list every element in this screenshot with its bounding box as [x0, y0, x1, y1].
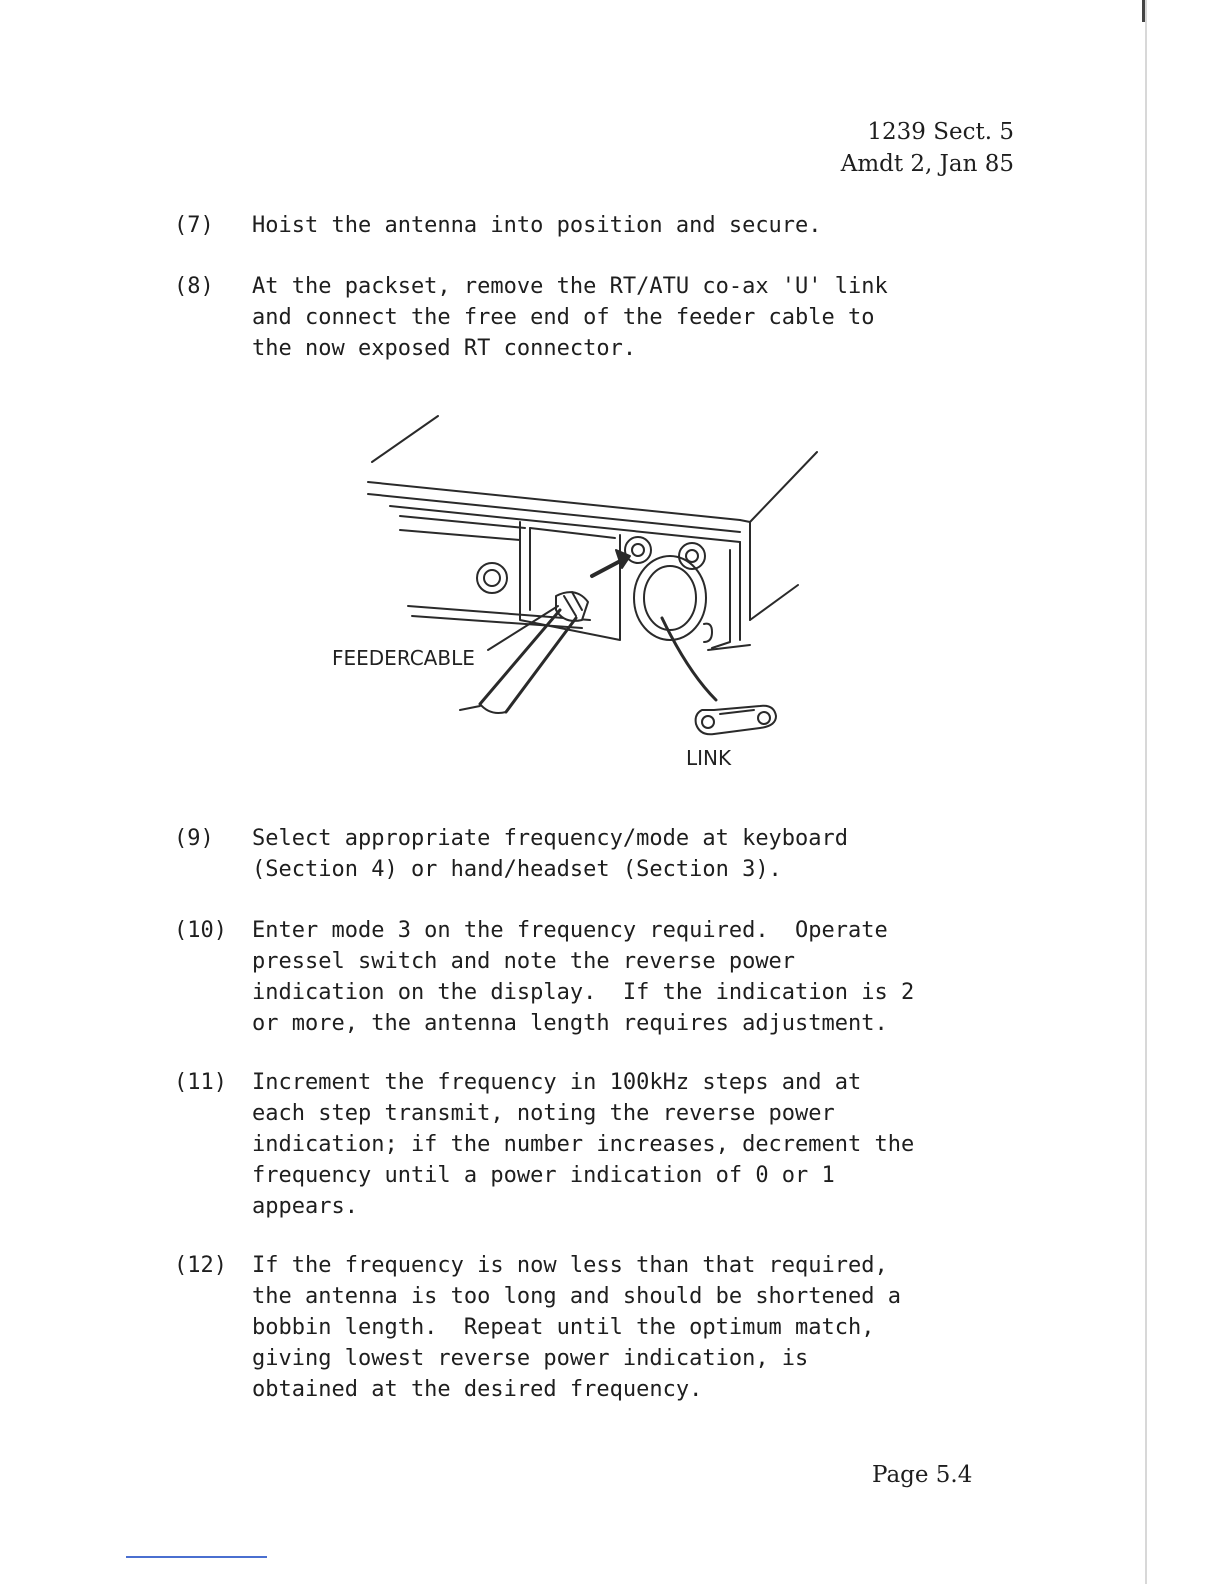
step-8: [174, 271, 1024, 364]
amendment-reference: Amdt 2, Jan 85: [840, 151, 1014, 177]
step-number: (10): [174, 918, 227, 943]
step-12: [174, 1250, 1024, 1405]
step-number: (9): [174, 826, 214, 851]
step-number: (8): [174, 274, 214, 299]
section-reference: 1239 Sect. 5: [867, 119, 1014, 145]
bottom-rule: [126, 1556, 267, 1558]
step-number: (11): [174, 1070, 227, 1095]
step-9: [174, 823, 1024, 885]
step-10: [174, 915, 1024, 1039]
page-number: Page 5.4: [872, 1462, 973, 1488]
page-edge-mark: [1142, 0, 1145, 22]
illustration-drawing: [320, 410, 820, 780]
feeder-cable-label: FEEDERCABLE: [332, 646, 475, 670]
page-edge: [1145, 0, 1147, 1584]
step-text: Hoist the antenna into position and secure.: [252, 213, 822, 238]
packset-connector-illustration: [320, 410, 820, 780]
step-text: Enter mode 3 on the frequency required. Operate pressel switch and note the reverse power indication on the display. If the indication is 2 or more, the antenna length requires adjustment.: [252, 918, 915, 1036]
step-text: If the frequency is now less than that required, the antenna is too long and should be shortened a bobbin length. Repeat until the optimum match, giving lowest reverse power indication, is obtained at the desired frequency.: [252, 1253, 902, 1402]
step-text: Increment the frequency in 100kHz steps and at each step transmit, noting the reverse power indication; if the number increases, decrement the frequency until a power indication of 0 or 1 appears.: [252, 1070, 915, 1219]
step-7: [174, 210, 1024, 241]
link-label: LINK: [686, 746, 732, 770]
step-text: At the packset, remove the RT/ATU co-ax 'U' link and connect the free end of the feeder cable to the now exposed RT connector.: [252, 274, 888, 361]
step-number: (12): [174, 1253, 227, 1278]
step-number: (7): [174, 213, 214, 238]
document-header: [841, 116, 1014, 180]
step-text: Select appropriate frequency/mode at keyboard (Section 4) or hand/headset (Section 3).: [252, 826, 849, 882]
step-11: [174, 1067, 1024, 1222]
